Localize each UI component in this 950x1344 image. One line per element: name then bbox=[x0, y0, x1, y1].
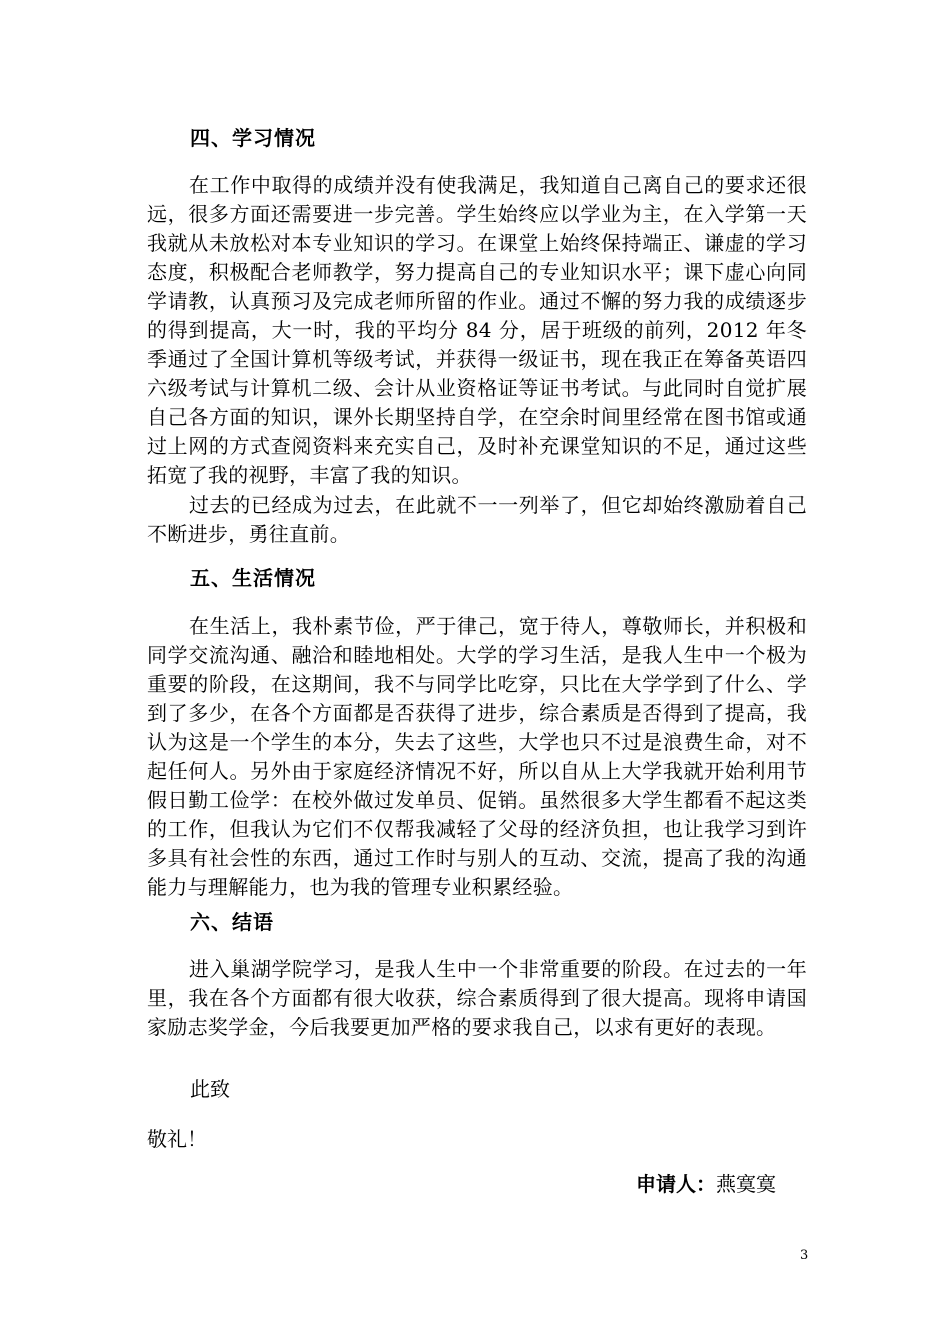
page-number: 3 bbox=[800, 1248, 809, 1263]
study-paragraph-1: 在工作中取得的成绩并没有使我满足，我知道自己离自己的要求还很远，很多方面还需要进一步完善。学生始终应以学业为主，在入学第一天我就从未放松对本专业知识的学习。在课堂上始终保持端正、谦虚的学习态度，积极配合老师教学，努力提高自己的专业知识水平；课下虚心向同学请教，认真预习及完成老师所留的作业。通过不懈的努力我的成绩逐步的得到提高，大一时，我的平均分 84 分，居于班级的前列，2012 年冬季通过了全国计算机等级考试，并获得一级证书，现在我正在筹备英语四六级考试与计算机二级、会计从业资格证等证书考试。与此同时自觉扩展自己各方面的知识，课外长期坚持自学，在空余时间里经常在图书馆或通过上网的方式查阅资料来充实自己，及时补充课堂知识的不足，通过这些拓宽了我的视野，丰富了我的知识。 bbox=[147, 173, 807, 487]
closing-salutation: 此致 bbox=[190, 1077, 230, 1101]
section-heading-study: 四、学习情况 bbox=[190, 126, 316, 150]
applicant-label: 申请人： bbox=[636, 1172, 716, 1196]
study-paragraph-2: 过去的已经成为过去，在此就不一一列举了，但它却始终激励着自己不断进步，勇往直前。 bbox=[147, 493, 807, 546]
closing-regards: 敬礼！ bbox=[147, 1127, 207, 1151]
life-paragraph-1: 在生活上，我朴素节俭，严于律己，宽于待人，尊敬师长，并积极和同学交流沟通、融洽和睦地相处。大学的学习生活，是我人生中一个极为重要的阶段，在这期间，我不与同学比吃穿，只比在大学学到了什么、学到了多少，在各个方面都是否获得了进步，综合素质是否得到了提高，我认为这是一个学生的本分，失去了这些，大学也只不过是浪费生命，对不起任何人。另外由于家庭经济情况不好，所以自从上大学我就开始利用节假日勤工俭学：在校外做过发单员、促销。虽然很多大学生都看不起这类的工作，但我认为它们不仅帮我减轻了父母的经济负担，也让我学习到许多具有社会性的东西，通过工作时与别人的互动、交流，提高了我的沟通能力与理解能力，也为我的管理专业积累经验。 bbox=[147, 614, 807, 899]
applicant-signature bbox=[636, 1170, 776, 1198]
conclusion-paragraph-1: 进入巢湖学院学习，是我人生中一个非常重要的阶段。在过去的一年里，我在各个方面都有很大收获，综合素质得到了很大提高。现将申请国家励志奖学金，今后我要更加严格的要求我自己，以求有更好的表现。 bbox=[147, 957, 807, 1039]
section-heading-life: 五、生活情况 bbox=[190, 566, 316, 590]
applicant-name: 燕寞寞 bbox=[716, 1172, 776, 1196]
section-heading-conclusion: 六、结语 bbox=[190, 910, 274, 934]
